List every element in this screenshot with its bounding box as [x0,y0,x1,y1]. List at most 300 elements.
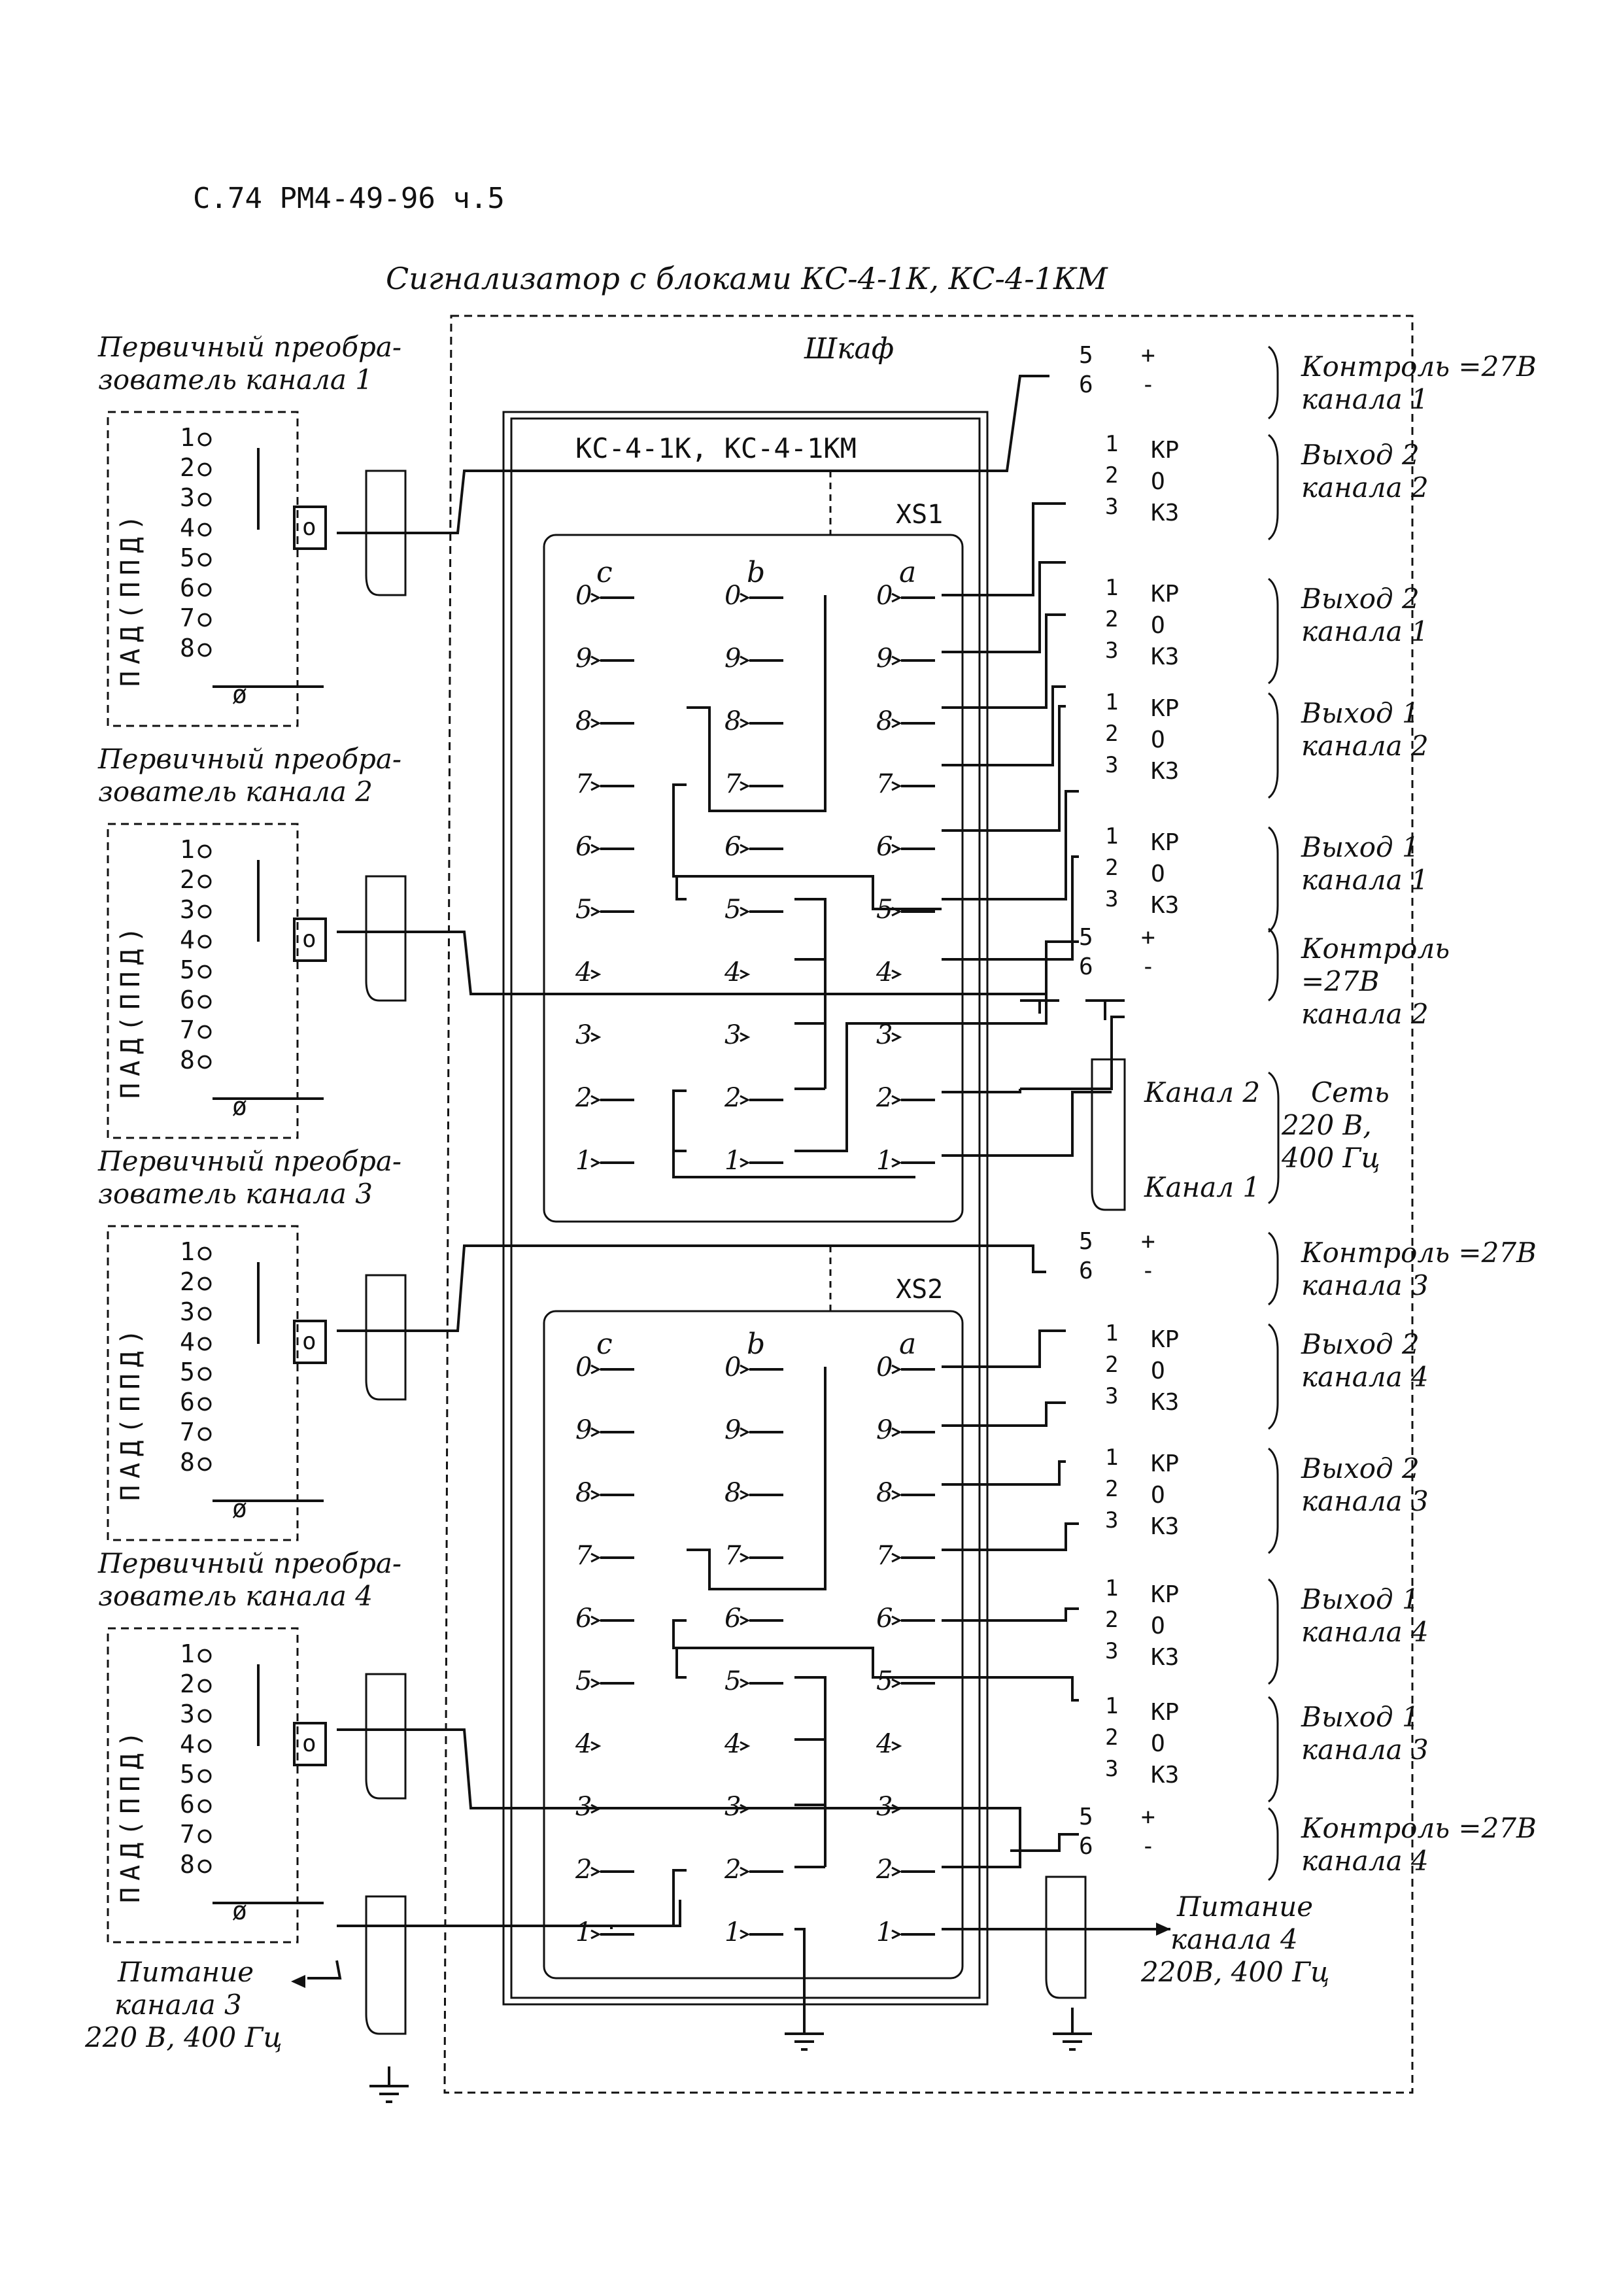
xs1-pins-pin-c-3 [575,1020,599,1050]
right-group-9 [1105,1445,1429,1553]
sensor-ground-terminal: ø [232,1494,247,1523]
sensor-pin-number: 2 [180,453,195,482]
pin-label: 7 [575,769,592,799]
xs1-pins-pin-b-1 [724,1146,783,1176]
output-mark-1: 1 [1105,823,1119,849]
sensor-pin-terminal [199,464,211,475]
pin-label: 1 [876,1917,893,1947]
sensor-pin-terminal [199,846,211,857]
group-line1: Контроль =27В [1301,1237,1537,1269]
sensor-pin-number: 2 [180,1267,195,1296]
right-group-1 [1079,342,1537,419]
pin-contact [740,1930,748,1938]
group-line3: канала 2 [1301,998,1429,1030]
sensor-pin-terminal [199,1308,211,1320]
sensor-pin-number: 3 [180,1297,195,1326]
sensor-pin-terminal [199,1458,211,1470]
right-group-8 [1105,1320,1429,1429]
sensor-title-line2: зователь канала 3 [98,1178,373,1210]
xs1-pins-pin-c-6 [575,832,634,862]
sensor-pin-number: 4 [180,925,195,954]
pin-contact [740,1159,748,1167]
sensor-pin-terminal [199,1398,211,1410]
pin-contact [892,1365,900,1373]
right-group-7 [1079,1228,1537,1305]
output-mark-3: 3 [1105,1638,1119,1664]
pin-label: 0 [575,581,592,611]
power-ch3-line1: Питание [118,1956,254,1988]
sensor-title-line1: Первичный преобра- [98,1547,402,1579]
power-ch4-line2: канала 4 [1170,1923,1298,1955]
pin-label: 7 [724,769,741,799]
sensor-pin-terminal [199,1428,211,1440]
output-state-1: КР [1151,1450,1180,1477]
xs1-pins [575,581,935,1176]
pin-label: 6 [876,1603,893,1634]
pin-label: 5 [876,1666,893,1696]
sensor-pin-number: 7 [180,1016,195,1044]
xs1-pins-pin-c-8 [575,706,634,736]
pin-contact [740,782,748,790]
sensor-pin-number: 6 [180,985,195,1014]
mains-channel-1: Канал 1 [1144,1171,1261,1203]
pin-label: 6 [876,832,893,862]
xs1-col-b: b [747,556,766,589]
pin-contact [892,1930,900,1938]
cabinet-label: Шкаф [804,332,895,366]
group-brace [1269,1324,1278,1429]
output-state-1: КР [1151,1699,1180,1726]
pin-label: 3 [876,1020,893,1050]
pin-label: 2 [724,1083,741,1113]
sensor-pin-number: 2 [180,865,195,894]
xs1-pins-pin-b-3 [724,1020,748,1050]
power-ch3-line3: 220 В, 400 Гц [85,2021,282,2053]
xs2-col-a: a [899,1328,917,1361]
pin-contact [740,1365,748,1373]
xs2-pins-pin-b-2 [724,1855,783,1885]
output-mark-1: 1 [1105,689,1119,715]
xs1-pins-pin-c-7 [575,769,634,799]
sensor-pin-terminal [199,1710,211,1722]
pin-label: 5 [724,895,741,925]
pin-label: 5 [724,1666,741,1696]
pin-contact [892,1617,900,1624]
sensor-pin-terminal [199,876,211,887]
xs1-pins-pin-b-2 [724,1083,783,1113]
pin-contact [591,719,599,727]
right-group-3 [1105,575,1429,683]
pin-contact [591,908,599,916]
xs1-pins-pin-a-7 [876,769,935,799]
sensor-pin-terminal [199,554,211,566]
sensor-pin-terminal [199,966,211,978]
pin-label: 1 [575,1146,592,1176]
sensor-pin-number: 4 [180,1730,195,1758]
sensor-ground-terminal: ø [232,680,247,709]
output-state-2: О [1151,861,1165,887]
output-state-1: КР [1151,437,1180,464]
xs2-pins-pin-a-6 [876,1603,935,1634]
pin-contact [591,1679,599,1687]
pin-label: 4 [876,957,893,987]
sensor-pin-number: 8 [180,1850,195,1879]
control-mark-5: 5 [1079,1804,1093,1830]
output-state-1: КР [1151,1581,1180,1608]
sensor-vertical-label: ПАД(ППД) [116,1724,146,1903]
sensor-pin-terminal [199,1056,211,1068]
power-ch3-line2: канала 3 [114,1989,242,2021]
pin-label: 2 [876,1855,893,1885]
pin-contact [591,1554,599,1562]
pin-label: 5 [575,1666,592,1696]
pin-label: 8 [724,1478,741,1508]
pin-contact [591,782,599,790]
pin-contact [740,1033,748,1041]
xs2-pins-pin-a-5 [876,1666,935,1696]
group-line1: Контроль =27В [1301,351,1537,383]
mains-line2: 220 В, [1282,1109,1372,1141]
pin-contact [740,719,748,727]
pin-contact [740,1096,748,1104]
right-group-12 [1079,1804,1537,1880]
pin-contact [591,1428,599,1436]
xs2-pins-pin-a-4 [876,1729,900,1759]
xs2-col-b: b [747,1328,766,1361]
group-brace [1269,347,1278,419]
sensor-pin-terminal [199,1830,211,1842]
output-state-3: КЗ [1151,1389,1180,1416]
pin-label: 0 [876,581,893,611]
pin-contact [892,1159,900,1167]
pin-label: 4 [575,957,592,987]
xs2-pins-pin-c-7 [575,1541,634,1571]
output-mark-1: 1 [1105,1693,1119,1719]
xs1-pins-pin-b-9 [724,643,783,674]
sensors [97,331,401,1942]
output-mark-3: 3 [1105,886,1119,912]
pin-label: 9 [724,1415,741,1445]
group-line2: канала 1 [1301,864,1429,896]
output-state-3: КЗ [1151,643,1180,670]
output-state-1: КР [1151,695,1180,722]
control-mark-6: 6 [1079,1833,1093,1860]
sensor-pin-terminal [199,434,211,445]
pin-contact [892,657,900,664]
sensor-title-line1: Первичный преобра- [98,1145,402,1177]
group-line1: Контроль =27В [1301,1812,1537,1844]
pin-label: 1 [724,1146,741,1176]
pin-contact [740,970,748,978]
xs1-pins-pin-c-1 [575,1146,634,1176]
group-line1: Выход 2 [1301,1452,1420,1484]
pin-contact [591,845,599,853]
xs1-pins-pin-a-4 [876,957,900,987]
control-mark-plus: + [1141,342,1155,369]
control-mark-5: 5 [1079,342,1093,369]
pin-label: 8 [575,1478,592,1508]
xs2-pins-pin-b-1 [724,1917,783,1947]
sensor-pin-terminal [199,1026,211,1038]
mains-block [1269,1072,1278,1203]
control-mark-plus: + [1141,924,1155,951]
pin-label: 1 [876,1146,893,1176]
sensor-pin-terminal [199,1800,211,1812]
group-brace [1269,579,1278,683]
xs1-pins-pin-a-6 [876,832,935,862]
group-line2: канала 3 [1301,1485,1429,1517]
sensor-pin-number: 1 [180,835,195,864]
right-group-10 [1105,1575,1429,1684]
sensor-pin-terminal [199,584,211,596]
pin-label: 9 [876,1415,893,1445]
xs2-pins [575,1352,935,1947]
diagram-title: Сигнализатор с блоками КС-4-1К, КС-4-1КМ [386,261,1108,296]
sensor-pin-terminal [199,1770,211,1782]
sensor-pin-terminal [199,1368,211,1380]
pin-label: 4 [724,957,741,987]
group-line2: канала 3 [1301,1734,1429,1766]
pin-label: 4 [724,1729,741,1759]
sensor-pin-number: 1 [180,1639,195,1668]
sensor-vertical-label: ПАД(ППД) [116,1322,146,1501]
sensor-pin-terminal [199,644,211,656]
control-mark-plus: + [1141,1228,1155,1255]
pin-label: 0 [876,1352,893,1382]
output-state-1: КР [1151,1326,1180,1353]
group-line1: Выход 2 [1301,439,1420,471]
group-line1: Контроль [1301,933,1450,965]
group-line1: Выход 1 [1301,1701,1420,1733]
xs1-col-c: c [596,556,613,589]
pin-label: 9 [575,1415,592,1445]
pin-contact [740,1868,748,1876]
output-mark-1: 1 [1105,431,1119,457]
sensor-pin-terminal [199,1278,211,1290]
cable-shields [366,471,1125,2034]
output-state-3: КЗ [1151,892,1180,919]
sensor-pin-number: 6 [180,574,195,602]
output-state-2: О [1151,1613,1165,1639]
pin-label: 7 [724,1541,741,1571]
xs1-pins-pin-a-2 [876,1083,935,1113]
right-group-5 [1105,823,1429,932]
sensor-pin-number: 4 [180,513,195,542]
xs2-pins-pin-a-2 [876,1855,935,1885]
sensor-title-line2: зователь канала 4 [98,1580,373,1612]
pin-label: 8 [876,706,893,736]
block-label: КС-4-1К, КС-4-1КМ [575,432,857,464]
output-state-2: О [1151,1358,1165,1384]
output-state-2: О [1151,1482,1165,1509]
pin-label: 5 [876,895,893,925]
xs1-pins-pin-a-9 [876,643,935,674]
xs1-label: XS1 [896,500,944,530]
sensor-pin-number: 6 [180,1790,195,1819]
pin-label: 9 [575,643,592,674]
sensor-pin-terminal [199,996,211,1008]
output-mark-1: 1 [1105,575,1119,601]
group-line1: Выход 1 [1301,1583,1420,1615]
sensor-pin-number: 5 [180,543,195,572]
pin-contact [892,1491,900,1499]
pin-contact [591,1930,599,1938]
group-line2: канала 4 [1301,1361,1429,1393]
sensor-pin-number: 2 [180,1670,195,1698]
pin-label: 0 [575,1352,592,1382]
group-brace [1269,1697,1278,1802]
xs1-pins-pin-b-6 [724,832,783,862]
pin-label: 7 [876,769,893,799]
xs2-pins-pin-c-6 [575,1603,634,1634]
pin-label: 5 [575,895,592,925]
pin-label: 1 [724,1917,741,1947]
pin-label: 4 [575,1729,592,1759]
group-brace [1269,693,1278,798]
pin-contact [892,1096,900,1104]
group-brace [1269,1448,1278,1553]
xs2-pins-pin-c-9 [575,1415,634,1445]
sensor-pin-number: 1 [180,423,195,452]
xs2-pins-pin-b-9 [724,1415,783,1445]
pin-contact [591,1617,599,1624]
xs2-label: XS2 [896,1275,944,1305]
xs1-col-a: a [899,556,917,589]
xs2-pins-pin-b-8 [724,1478,783,1508]
mains-channel-2: Канал 2 [1144,1076,1261,1108]
xs2-col-c: c [596,1328,613,1361]
sensor-pin-number: 7 [180,604,195,632]
sensor-pin-number: 7 [180,1820,195,1849]
output-state-3: КЗ [1151,500,1180,526]
pin-contact [892,845,900,853]
pin-label: 2 [575,1083,592,1113]
pin-contact [740,1554,748,1562]
xs1-pins-pin-a-1 [876,1146,935,1176]
output-mark-2: 2 [1105,1352,1119,1378]
group-line2: =27В [1301,965,1380,997]
pin-contact [591,1159,599,1167]
power-ch4-line3: 220В, 400 Гц [1141,1956,1330,1988]
output-mark-2: 2 [1105,721,1119,747]
xs2-pins-pin-c-4 [575,1729,599,1759]
pin-contact [591,1868,599,1876]
xs1-pins-pin-c-9 [575,643,634,674]
control-mark-minus: - [1141,371,1155,398]
output-mark-3: 3 [1105,1383,1119,1409]
output-mark-3: 3 [1105,638,1119,664]
pin-label: 2 [575,1855,592,1885]
pin-label: 6 [575,832,592,862]
xs2-pins-pin-c-8 [575,1478,634,1508]
pin-contact [740,845,748,853]
sensor-ground-terminal: ø [232,1896,247,1925]
sensor-pin-terminal [199,1248,211,1259]
xs2-pins-pin-c-5 [575,1666,634,1696]
xs1-pins-pin-c-2 [575,1083,634,1113]
xs2-pins-pin-b-7 [724,1541,783,1571]
sensor-pin-terminal [199,1860,211,1872]
pin-label: 0 [724,581,741,611]
xs1-pins-pin-b-8 [724,706,783,736]
group-brace [1269,827,1278,932]
pin-label: 6 [575,1603,592,1634]
pin-label: 3 [724,1020,741,1050]
sensor-pin-number: 8 [180,1448,195,1477]
sensor-pin-terminal [199,614,211,626]
output-state-3: КЗ [1151,758,1180,785]
pin-label: 7 [575,1541,592,1571]
pin-label: 6 [724,832,741,862]
output-mark-3: 3 [1105,1756,1119,1782]
pin-contact [591,1491,599,1499]
pin-contact [892,594,900,602]
sensor-title-line1: Первичный преобра- [98,331,402,363]
sensor-pin-number: 3 [180,483,195,512]
sensor-pin-terminal [199,936,211,948]
pin-contact [892,1428,900,1436]
xs2-pins-pin-c-1 [575,1917,634,1947]
sensor-3 [97,1145,401,1540]
pin-label: 6 [724,1603,741,1634]
sensor-title-line2: зователь канала 2 [98,776,373,808]
output-mark-2: 2 [1105,462,1119,488]
control-mark-5: 5 [1079,1228,1093,1255]
group-line2: канала 2 [1301,730,1429,762]
sensor-pin-number: 5 [180,1358,195,1386]
group-brace [1269,1579,1278,1684]
pin-label: 2 [724,1855,741,1885]
control-mark-6: 6 [1079,953,1093,980]
xs1-pins-pin-a-8 [876,706,935,736]
group-line1: Выход 2 [1301,583,1420,615]
sensor-pin-number: 7 [180,1418,195,1447]
output-mark-2: 2 [1105,1607,1119,1633]
sensor-pin-number: 3 [180,1700,195,1728]
sensor-pin-number: 1 [180,1237,195,1266]
xs1-pins-pin-c-5 [575,895,634,925]
sensor-pin-terminal [199,524,211,536]
pin-contact [591,970,599,978]
right-group-4 [1105,689,1429,798]
xs2-pins-pin-a-8 [876,1478,935,1508]
control-mark-6: 6 [1079,1258,1093,1284]
pin-contact [591,594,599,602]
sensor-title-line1: Первичный преобра- [98,743,402,775]
pin-contact [740,908,748,916]
pin-label: 8 [876,1478,893,1508]
right-group-11 [1105,1693,1429,1802]
mains-line3: 400 Гц [1282,1142,1380,1174]
right-group-2 [1105,431,1429,540]
power-ch4-line1: Питание [1177,1891,1314,1923]
page-header: С.74 РМ4-49-96 ч.5 [193,182,505,215]
output-state-1: КР [1151,829,1180,856]
control-mark-plus: + [1141,1804,1155,1830]
group-line2: канала 4 [1301,1845,1429,1877]
pin-label: 9 [724,643,741,674]
xs1-pins-pin-b-7 [724,769,783,799]
output-mark-3: 3 [1105,1507,1119,1534]
sensor-1 [97,331,401,726]
output-mark-3: 3 [1105,494,1119,520]
pin-label: 8 [575,706,592,736]
control-mark-minus: - [1141,1833,1155,1860]
xs2-pins-pin-b-4 [724,1729,748,1759]
group-line2: канала 4 [1301,1616,1429,1648]
pin-label: 2 [876,1083,893,1113]
pin-contact [740,1491,748,1499]
